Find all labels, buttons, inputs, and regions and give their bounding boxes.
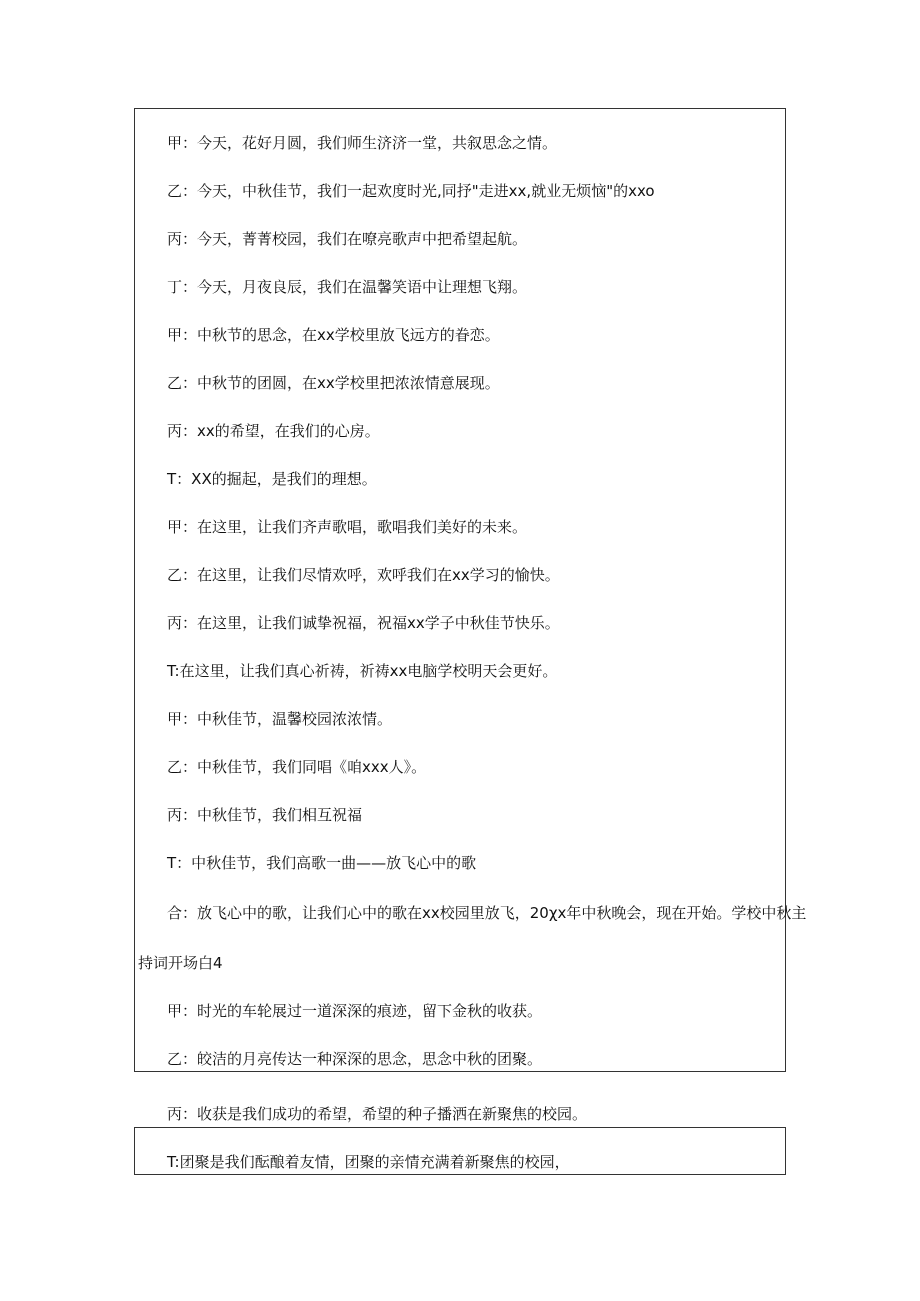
script-line: 丙：中秋佳节，我们相互祝福 — [167, 806, 363, 824]
script-line: 丙：xx的希望，在我们的心房。 — [167, 422, 380, 440]
script-line: 甲：中秋节的思念，在xx学校里放飞远方的眷恋。 — [167, 326, 500, 344]
script-line: 丙：收获是我们成功的希望，希望的种子播洒在新聚焦的校园。 — [167, 1105, 588, 1123]
script-line: 乙：在这里，让我们尽情欢呼，欢呼我们在xx学习的愉快。 — [167, 566, 560, 584]
table-frame-main — [134, 108, 786, 1072]
script-line-continued: 持词开场白4 — [138, 954, 223, 972]
script-line: 甲：时光的车轮展过一道深深的痕迹，留下金秋的收获。 — [167, 1002, 543, 1020]
script-line: 丙：在这里，让我们诚挚祝福，祝福xx学子中秋佳节快乐。 — [167, 614, 560, 632]
script-line: 丙：今天，菁菁校园，我们在嘹亮歌声中把希望起航。 — [167, 230, 528, 248]
script-line: T:团聚是我们酝酿着友情，团聚的亲情充满着新聚焦的校园， — [167, 1153, 570, 1171]
script-line: 丁：今天，月夜良辰，我们在温馨笑语中让理想飞翔。 — [167, 278, 528, 296]
script-line: 合：放飞心中的歌，让我们心中的歌在xx校园里放飞，20χx年中秋晚会，现在开始。学校中秋主 — [167, 904, 807, 922]
script-line: 乙：皎洁的月亮传达一种深深的思念，思念中秋的团聚。 — [167, 1050, 543, 1068]
script-line: T:在这里，让我们真心祈祷，祈祷xx电脑学校明天会更好。 — [167, 662, 558, 680]
script-line: 甲：今天，花好月圆，我们师生济济一堂，共叙思念之情。 — [167, 134, 558, 152]
script-line: 乙：中秋节的团圆，在xx学校里把浓浓情意展现。 — [167, 374, 500, 392]
script-line: T：中秋佳节，我们高歌一曲——放飞心中的歌 — [167, 854, 477, 872]
script-line: 甲：中秋佳节，温馨校园浓浓情。 — [167, 710, 393, 728]
script-line: 乙：中秋佳节，我们同唱《咱xxx人》。 — [167, 758, 427, 776]
script-line: 甲：在这里，让我们齐声歌唱，歌唱我们美好的未来。 — [167, 518, 528, 536]
script-line: T：XX的掘起，是我们的理想。 — [167, 470, 377, 488]
script-line: 乙：今天，中秋佳节，我们一起欢度时光,同抒"走进xx,就业无烦恼"的xxo — [167, 182, 655, 200]
